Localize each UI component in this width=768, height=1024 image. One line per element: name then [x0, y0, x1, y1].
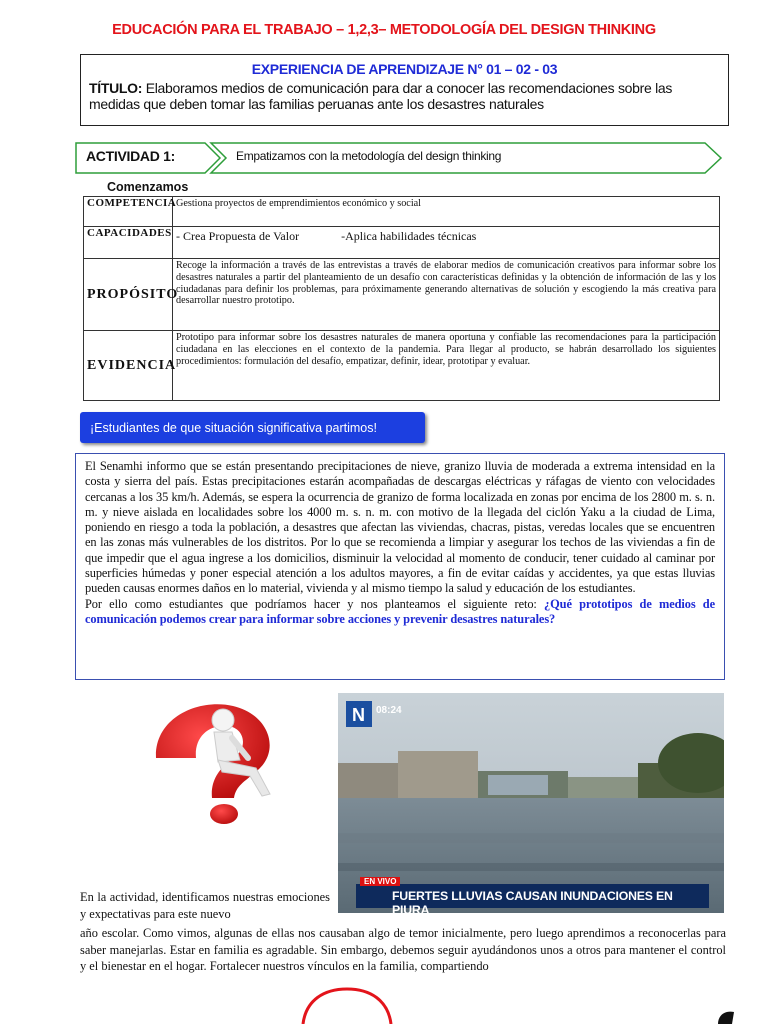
closing-paragraph-start: En la actividad, identificamos nuestras emociones y expectativas para este nuevo: [80, 890, 330, 921]
title-label: TÍTULO:: [89, 80, 143, 96]
competency-table: [83, 196, 720, 401]
capacidades-value: [173, 227, 720, 259]
activity-label: ACTIVIDAD 1:: [86, 148, 175, 164]
question-mark-figure: [148, 698, 308, 828]
evidencia-label: EVIDENCIA: [84, 331, 173, 401]
situation-paragraph: El Senamhi informo que se están presentando precipitaciones de nieve, granizo lluvia de moderada a extrema intensidad en la costa y sierra del país. Estas precipitaciones estarán acompañadas de descargas eléctricas y ráfagas de viento con velocidades cercanas a los 35 km/h. Además, se espera la ocurrencia de granizo de forma localizada en zonas por encima de los 2800 m. s. n. m. y nieve aislada en localidades sobre los 4000 m. s. n. m. con motivo de la llegada del ciclón Yaku a la ciudad de Lima, poniendo en riesgo a toda la población, a desastres que afectan las viviendas, chacras, pistas, veredas locales que se encuentren en las zonas más vulnerables de los distritos. Por lo que se recomienda a limpiar y asegurar los techos de las viviendas a fin de que impedir que el agua ingrese a los domicilios, disminuir la velocidad al momento de conducir, tener cuidado al caminar por superficies húmedas y poner especial atención a los adultos mayores, a fin de evitar caídas y accidentes, ya que estas lluvias pueden causas enormes daños en lo material, vivienda y al mismo tiempo la salud y educación de los estudiantes.: [85, 459, 715, 596]
closing-paragraph: año escolar. Como vimos, algunas de ellas nos causaban algo de temor inicialmente, pero luego aprendimos a reconocerlas para saber manejarlas. Estar en familia es agradable. Sin embargo, debemos seguir ayudándonos unos a otros para mantener el control y el bienestar en el hogar. Fortalecer nuestros vínculos en la familia, compartiendo: [80, 926, 726, 973]
situation-text-box: [75, 453, 725, 680]
section-intro: Comenzamos: [107, 180, 189, 194]
experience-box: [80, 54, 729, 126]
competencia-label: COMPETENCIA: [84, 197, 173, 227]
proposito-label: PROPÓSITO: [84, 259, 173, 331]
situation-button[interactable]: ¡Estudiantes de que situación significativa partimos!: [80, 412, 425, 443]
experience-title: [89, 80, 719, 112]
proposito-value: Recoge la información a través de las entrevistas a través de elaborar medios de comunicación creativos para informar sobre los desastres naturales a partir del planteamiento de un desafío con características definidas y la obtención de información de las y los ciudadanas para definir los problemas, para próximamente generando alternativas de solución y escogiendo la más creativa para desarrollar nuestro prototipo.: [173, 259, 720, 331]
reto-question: ¿Qué prototipos de medios de comunicación podemos crear para informar sobre acciones y prevenir desastres naturales?: [85, 596, 716, 626]
table-row: [84, 331, 720, 401]
activity-text: Empatizamos con la metodología del design thinking: [236, 149, 502, 163]
red-circle-shape: [300, 986, 394, 1024]
live-badge: EN VIVO: [360, 877, 400, 886]
title-text: Elaboramos medios de comunicación para dar a conocer las recomendaciones sobre las medidas que deben tomar las familias peruanas ante los desastres naturales: [89, 80, 673, 112]
capacidades-label: CAPACIDADES: [84, 227, 173, 259]
svg-text:N: N: [352, 705, 365, 725]
video-timestamp: 08:24: [376, 705, 402, 716]
competencia-value: Gestiona proyectos de emprendimientos económico y social: [173, 197, 720, 227]
experience-heading: EXPERIENCIA DE APRENDIZAJE N° 01 – 02 - 03: [251, 61, 558, 77]
capacidad-2: -Aplica habilidades técnicas: [341, 229, 477, 243]
corner-mark: [714, 1006, 738, 1024]
page-title: EDUCACIÓN PARA EL TRABAJO – 1,2,3– METODOLOGÍA DEL DESIGN THINKING: [112, 22, 656, 38]
evidencia-value: Prototipo para informar sobre los desastres naturales de manera oportuna y confiable las recomendaciones para la participación ciudadana en las elecciones en el contexto de la pandemia. Para llegar al producto, se habrán desarrollado los siguientes procedimientos: formulación del desafío, empatizar, definir, idear, prototipar y evaluar.: [173, 331, 720, 401]
news-headline: FUERTES LLUVIAS CAUSAN INUNDACIONES EN PIURA: [356, 884, 709, 908]
capacidad-1: - Crea Propuesta de Valor: [176, 229, 300, 243]
reto-intro: Por ello como estudiantes que podríamos hacer y nos planteamos el siguiente reto:: [85, 596, 537, 611]
table-row: [84, 197, 720, 227]
table-row: [84, 227, 720, 259]
table-row: [84, 259, 720, 331]
